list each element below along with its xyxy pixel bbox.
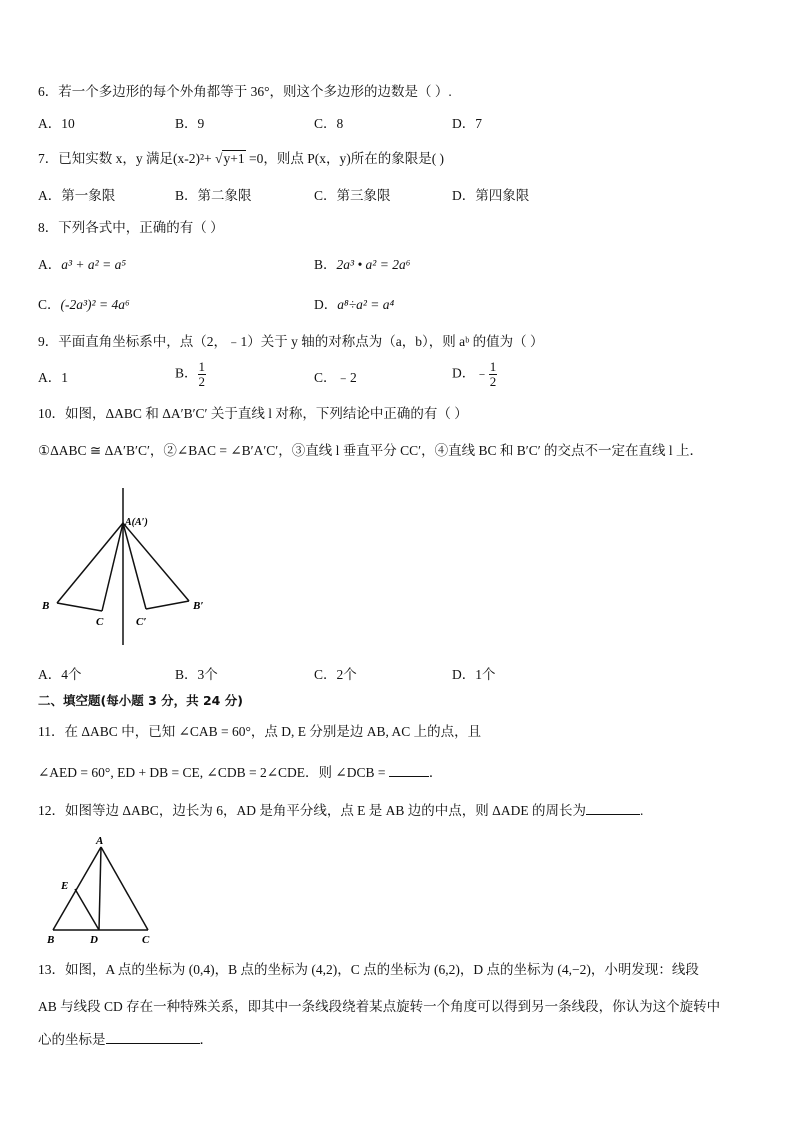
q7-option-c: C．第三象限 [314,188,391,203]
q7-stem-a: 7．已知实数 x，y 满足(x-2)²+ [38,151,216,166]
q9-option-d-label: D．﹣ [452,365,489,381]
q13-line3: 心的坐标是 ． [38,1032,213,1047]
q6-stem: 6．若一个多边形的每个外角都等于 36°，则这个多边形的边数是（ ）. [38,84,452,99]
q12-label-c: C [142,934,150,946]
q10-statements: ①ΔABC ≅ ΔA′B′C′，②∠BAC = ∠B′A′C′，③直线 l 垂直平分 CC′，④直线 BC 和 B′C′ 的交点不一定在直线 l 上． [38,443,704,458]
q8-stem: 8．下列各式中，正确的有（ ） [38,220,224,235]
q9-option-a: A．1 [38,370,68,385]
q8-option-a-expr: a³ + a² = a⁵ [61,257,127,272]
q8-option-d-expr: a⁸÷a² = a⁴ [337,297,395,312]
q9-option-d-fraction [489,360,498,389]
q9-option-b [175,360,206,389]
q8-option-a [38,256,126,274]
q12-label-a: A [96,835,104,847]
fraction-denominator: 2 [198,374,206,389]
q9-stem: 9．平面直角坐标系中，点（2，﹣1）关于 y 轴的对称点为（a，b），则 aᵇ 的值为（ ） [38,334,544,349]
fraction-numerator: 1 [489,359,497,374]
q10-option-d: D．1个 [452,667,496,682]
q8-option-c [38,296,130,314]
section-heading: 二、填空题(每小题 3 分，共 24 分) [38,693,243,708]
q10-label-b: B [42,600,50,612]
q12-label-d: D [90,934,98,946]
q13-line1: 13．如图，A 点的坐标为 (0,4)，B 点的坐标为 (4,2)，C 点的坐标为 (6,2)，D 点的坐标为 (4,−2)，小明发现：线段 [38,962,699,977]
q11-line2-text: ∠AED = 60°, ED + DB = CE, ∠CDB = 2∠CDE．则 ∠DCB = [38,765,389,780]
q7-sqrt-arg: y+1 [223,151,245,166]
q10-label-b-prime: B′ [193,600,204,612]
q7-option-a: A．第一象限 [38,188,116,203]
q7-stem [38,150,444,168]
q9-option-c: C．﹣2 [314,370,357,385]
q12-label-b: B [47,934,55,946]
q10-option-c: C．2个 [314,667,357,682]
q10-stem: 10．如图，ΔABC 和 ΔA′B′C′ 关于直线 l 对称，下列结论中正确的有（ ） [38,406,468,421]
q12-stem-text: 12．如图等边 ΔABC，边长为 6，AD 是角平分线，点 E 是 AB 边的中点，则 ΔADE 的周长为 [38,803,586,818]
q12-stem: 12．如图等边 ΔABC，边长为 6，AD 是角平分线，点 E 是 AB 边的中点，则 ΔADE 的周长为 . [38,803,644,818]
q10-segment-bc [57,603,102,611]
q8-option-c-label: C． [38,297,61,312]
q6-option-a: A．10 [38,116,75,131]
fraction-denominator: 2 [489,374,497,389]
q12-bisector-ad [99,847,101,930]
q8-option-a-label: A． [38,257,62,272]
q10-label-c-prime: C′ [136,616,147,628]
q9-option-d [452,360,497,389]
q10-option-b: B．3个 [175,667,218,682]
q13-line3-text: 心的坐标是 [38,1032,106,1047]
q13-line2: AB 与线段 CD 存在一种特殊关系，即其中一条线段绕着某点旋转一个角度可以得到另一条线段，你认为这个旋转中 [38,999,721,1014]
q10-label-a: A(A′) [125,517,148,528]
q6-option-c: C．8 [314,116,344,131]
q10-label-c: C [96,616,104,628]
q8-option-b [314,256,410,274]
q9-option-b-fraction [198,360,207,389]
q12-side-ac [101,847,148,930]
q10-segment-bc-prime [146,601,189,609]
fraction-numerator: 1 [198,359,206,374]
q8-option-d [314,296,394,314]
q8-option-d-label: D． [314,297,338,312]
answer-blank [389,764,429,777]
q8-option-c-expr: (-2a³)² = 4a⁶ [60,297,130,312]
answer-blank [106,1031,200,1044]
q10-figure [36,485,216,647]
q6-option-d: D．7 [452,116,482,131]
q8-option-b-expr: 2a³ • a² = 2a⁶ [336,257,411,272]
q7-option-d: D．第四象限 [452,188,530,203]
q9-option-b-label: B． [175,365,198,381]
q12-figure [44,833,164,947]
q10-option-a: A．4个 [38,667,82,682]
answer-blank [586,802,640,815]
q7-option-b: B．第二象限 [175,188,252,203]
q12-label-e: E [61,880,69,892]
q8-option-b-label: B． [314,257,337,272]
q12-segment-ed [75,889,99,930]
sqrt-sign: √ [215,151,223,166]
q11-line2: ∠AED = 60°, ED + DB = CE, ∠CDB = 2∠CDE．则 ∠DCB = ． [38,765,443,780]
q6-option-b: B．9 [175,116,205,131]
q11-line1: 11．在 ΔABC 中，已知 ∠CAB = 60°，点 D, E 分别是边 AB, AC 上的点，且 [38,724,482,739]
q7-stem-b: =0，则点 P(x，y)所在的象限是( ) [245,151,445,166]
